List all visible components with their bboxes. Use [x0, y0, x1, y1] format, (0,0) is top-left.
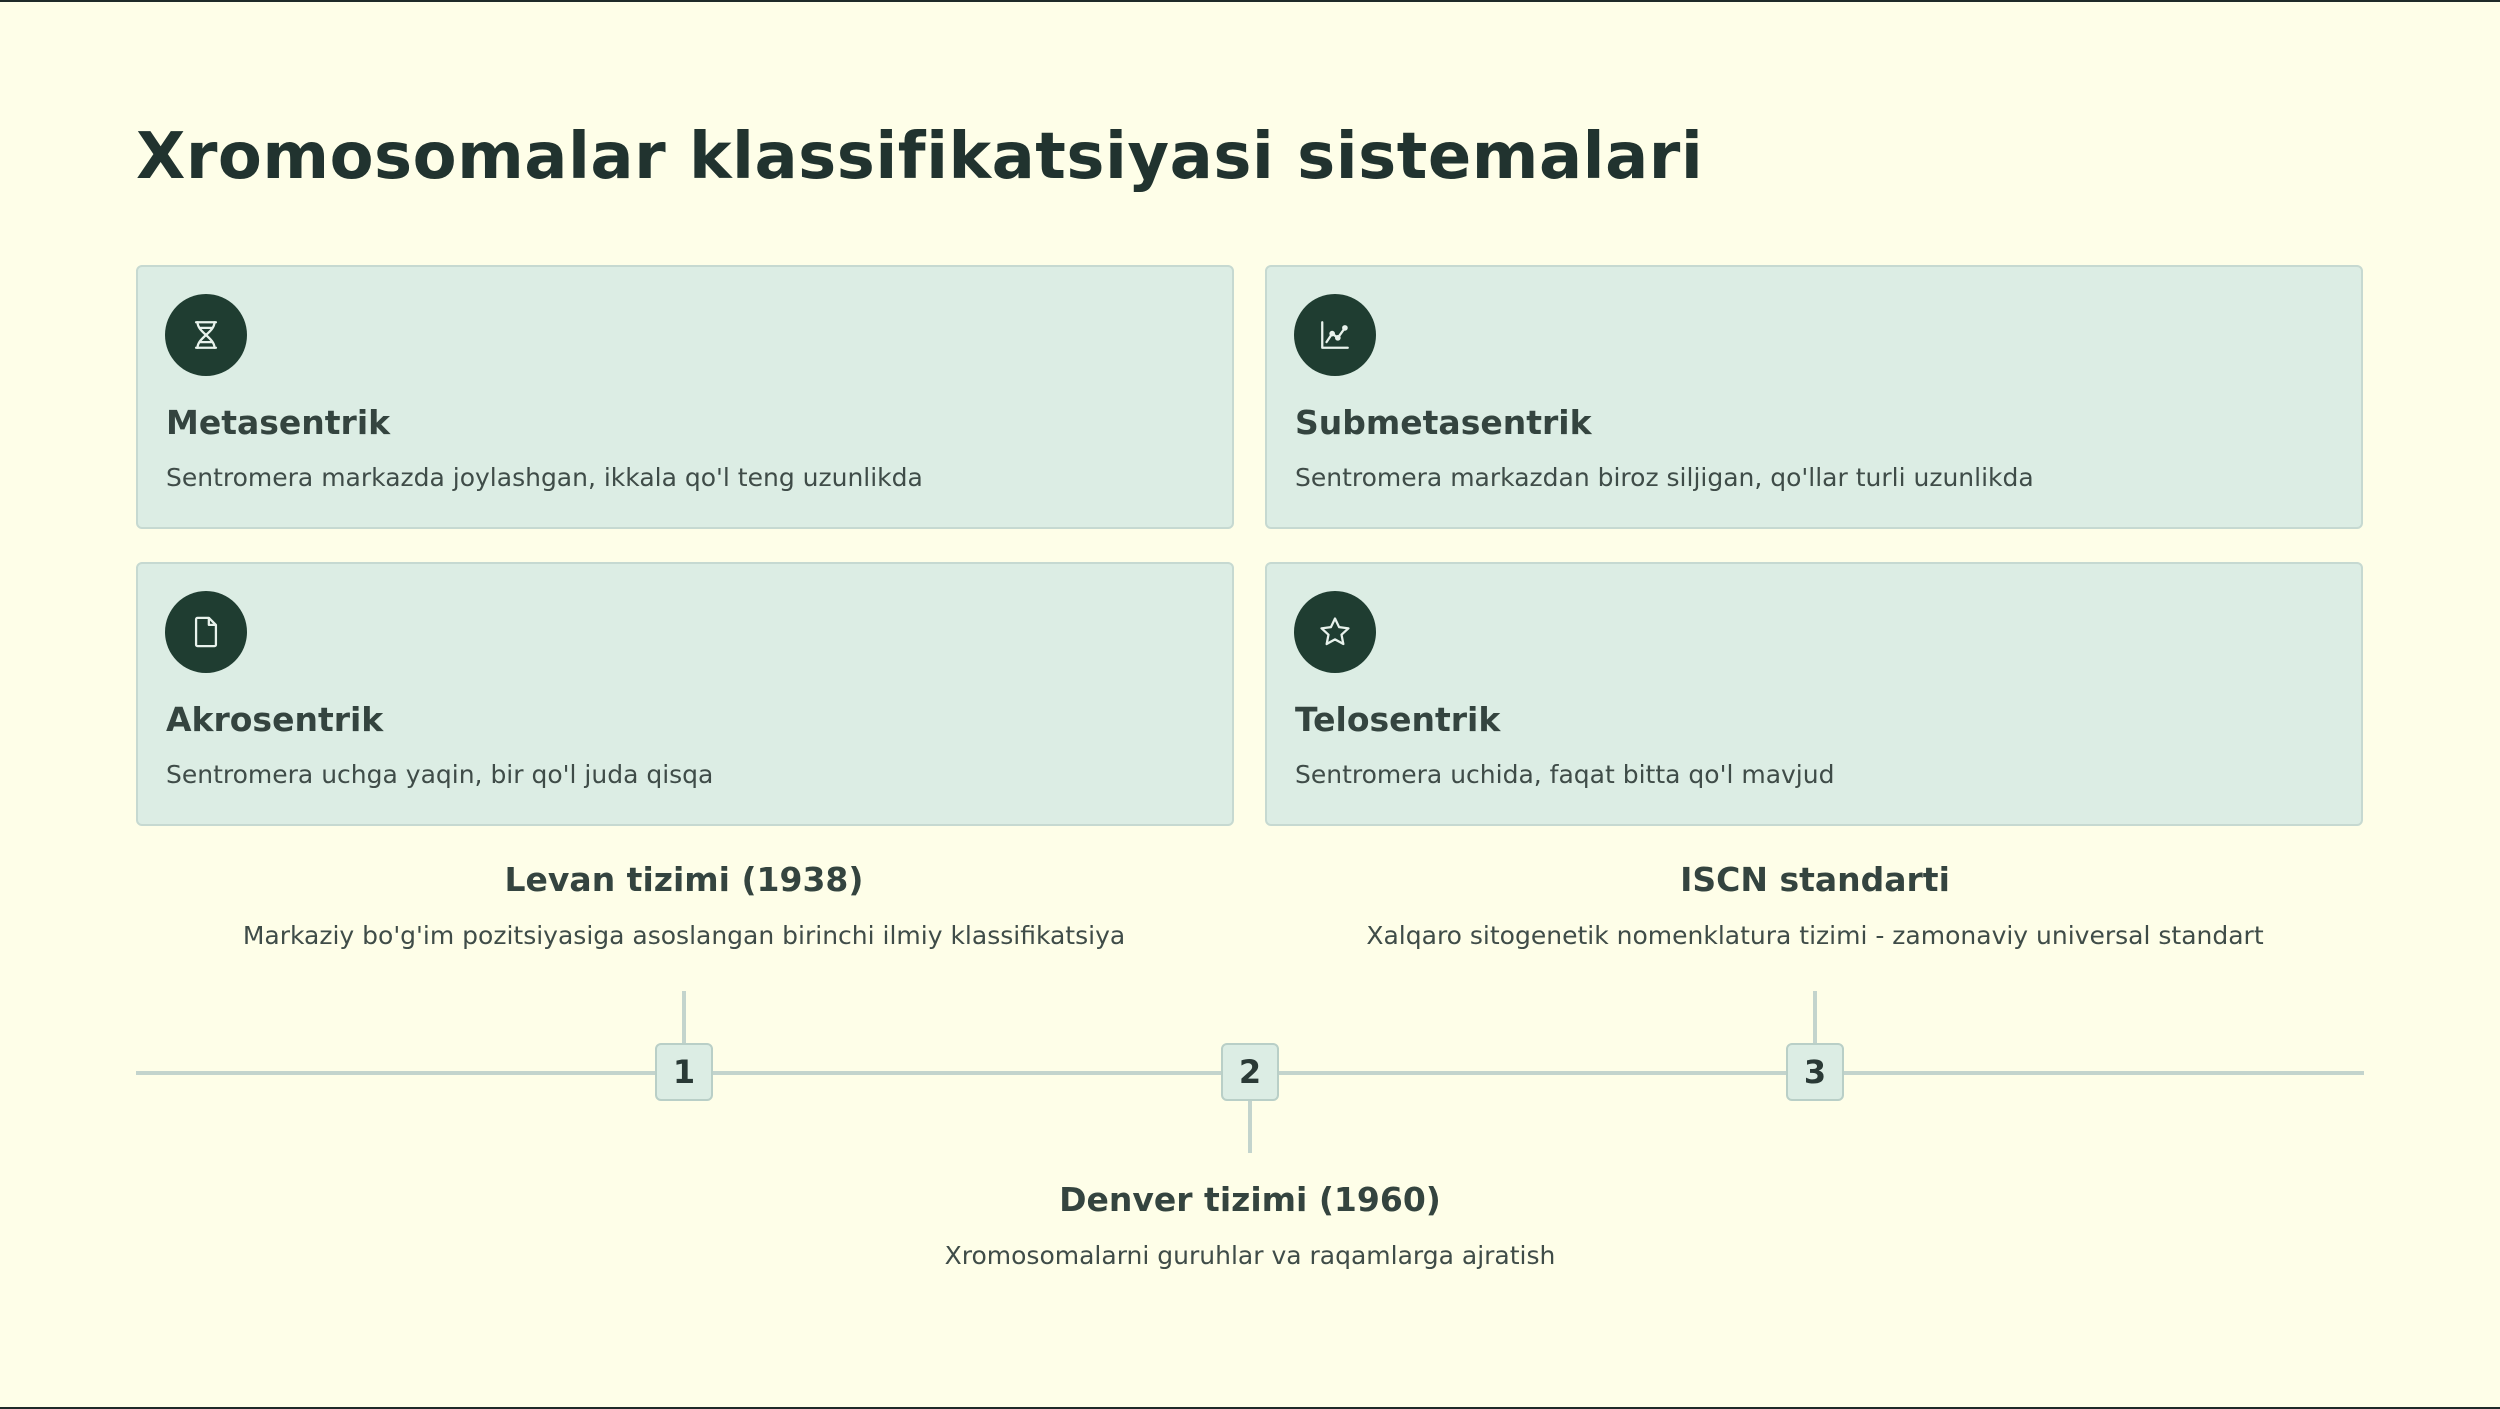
- timeline-connector: [682, 991, 686, 1043]
- card-description: Sentromera uchga yaqin, bir qo'l juda qisqa: [166, 760, 714, 789]
- timeline-title-denver: Denver tizimi (1960): [1059, 1180, 1441, 1219]
- card-telosentrik: [1265, 562, 2363, 826]
- page-title: Xromosomalar klassifikatsiyasi sistemalari: [136, 120, 1704, 194]
- top-border: [0, 0, 2500, 2]
- card-title: Akrosentrik: [166, 700, 384, 739]
- card-akrosentrik: [136, 562, 1234, 826]
- timeline-description-denver: Xromosomalarni guruhlar va raqamlarga ajratish: [944, 1241, 1556, 1270]
- chart-line-icon: [1294, 294, 1376, 376]
- card-title: Metasentrik: [166, 403, 391, 442]
- timeline-description-iscn: Xalqaro sitogenetik nomenklatura tizimi - zamonaviy universal standart: [1366, 921, 2264, 950]
- card-submetasentrik: [1265, 265, 2363, 529]
- timeline-description-levan: Markaziy bo'g'im pozitsiyasiga asoslangan birinchi ilmiy klassifikatsiya: [242, 921, 1126, 950]
- card-metasentrik: [136, 265, 1234, 529]
- timeline-marker-2: 2: [1221, 1043, 1279, 1101]
- dna-icon: [165, 294, 247, 376]
- card-title: Submetasentrik: [1295, 403, 1592, 442]
- timeline-title-levan: Levan tizimi (1938): [504, 860, 864, 899]
- card-title: Telosentrik: [1295, 700, 1501, 739]
- timeline-marker-1: 1: [655, 1043, 713, 1101]
- card-description: Sentromera markazdan biroz siljigan, qo'llar turli uzunlikda: [1295, 463, 2034, 492]
- timeline-connector: [1248, 1101, 1252, 1153]
- star-icon: [1294, 591, 1376, 673]
- document-icon: [165, 591, 247, 673]
- timeline-title-iscn: ISCN standarti: [1680, 860, 1950, 899]
- timeline-marker-3: 3: [1786, 1043, 1844, 1101]
- card-description: Sentromera markazda joylashgan, ikkala qo'l teng uzunlikda: [166, 463, 923, 492]
- card-description: Sentromera uchida, faqat bitta qo'l mavjud: [1295, 760, 1835, 789]
- timeline-connector: [1813, 991, 1817, 1043]
